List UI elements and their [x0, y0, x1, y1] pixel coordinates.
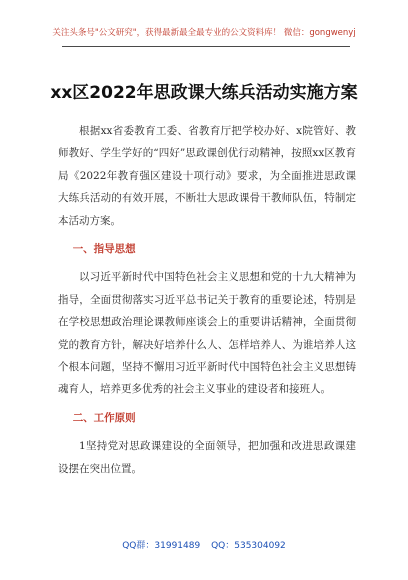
section-heading-work-principles: 二、工作原则	[72, 411, 136, 424]
section-heading-guiding-ideology: 一、指导思想	[72, 243, 136, 256]
footer-contact	[0, 538, 408, 551]
intro-paragraph: 根据xx省委教育工委、省教育厅把学校办好、x院管好、教师教好、学生学好的“四好”思政课创优行动精神，按照xx区教育局《2022年教育强区建设十项行动》要求，为全面推进思政课大练兵活动的有效开展，不断壮大思政课骨干教师队伍，特制定本活动方案。	[58, 125, 356, 227]
document-body	[58, 120, 356, 480]
document-title: xx区2022年思政课大练兵活动实施方案	[50, 83, 358, 103]
header-divider	[62, 46, 350, 47]
footer-qq-group: QQ群：31991489	[122, 541, 201, 551]
header-note: 关注头条号"公文研究"，获得最新最全最专业的公文资料库！ 微信：gongwenyj	[52, 28, 356, 38]
section-paragraph-work-principles: 1坚持党对思政课建设的全面领导，把加强和改进思政课建设摆在突出位置。	[58, 440, 356, 475]
section-paragraph-guiding-ideology: 以习近平新时代中国特色社会主义思想和党的十九大精神为指导，全面贯彻落实习近平总书记关于教育的重要论述，特别是在学校思想政治理论课教师座谈会上的重要讲话精神，全面贯彻党的教育方针，解决好培养什么人、怎样培养人、为谁培养人这个根本问题，坚持不懈用习近平新时代中国特色社会主义思想铸魂育人，培养更多优秀的社会主义事业的建设者和接班人。	[58, 271, 356, 396]
footer-qq: QQ：535304092	[211, 541, 286, 551]
